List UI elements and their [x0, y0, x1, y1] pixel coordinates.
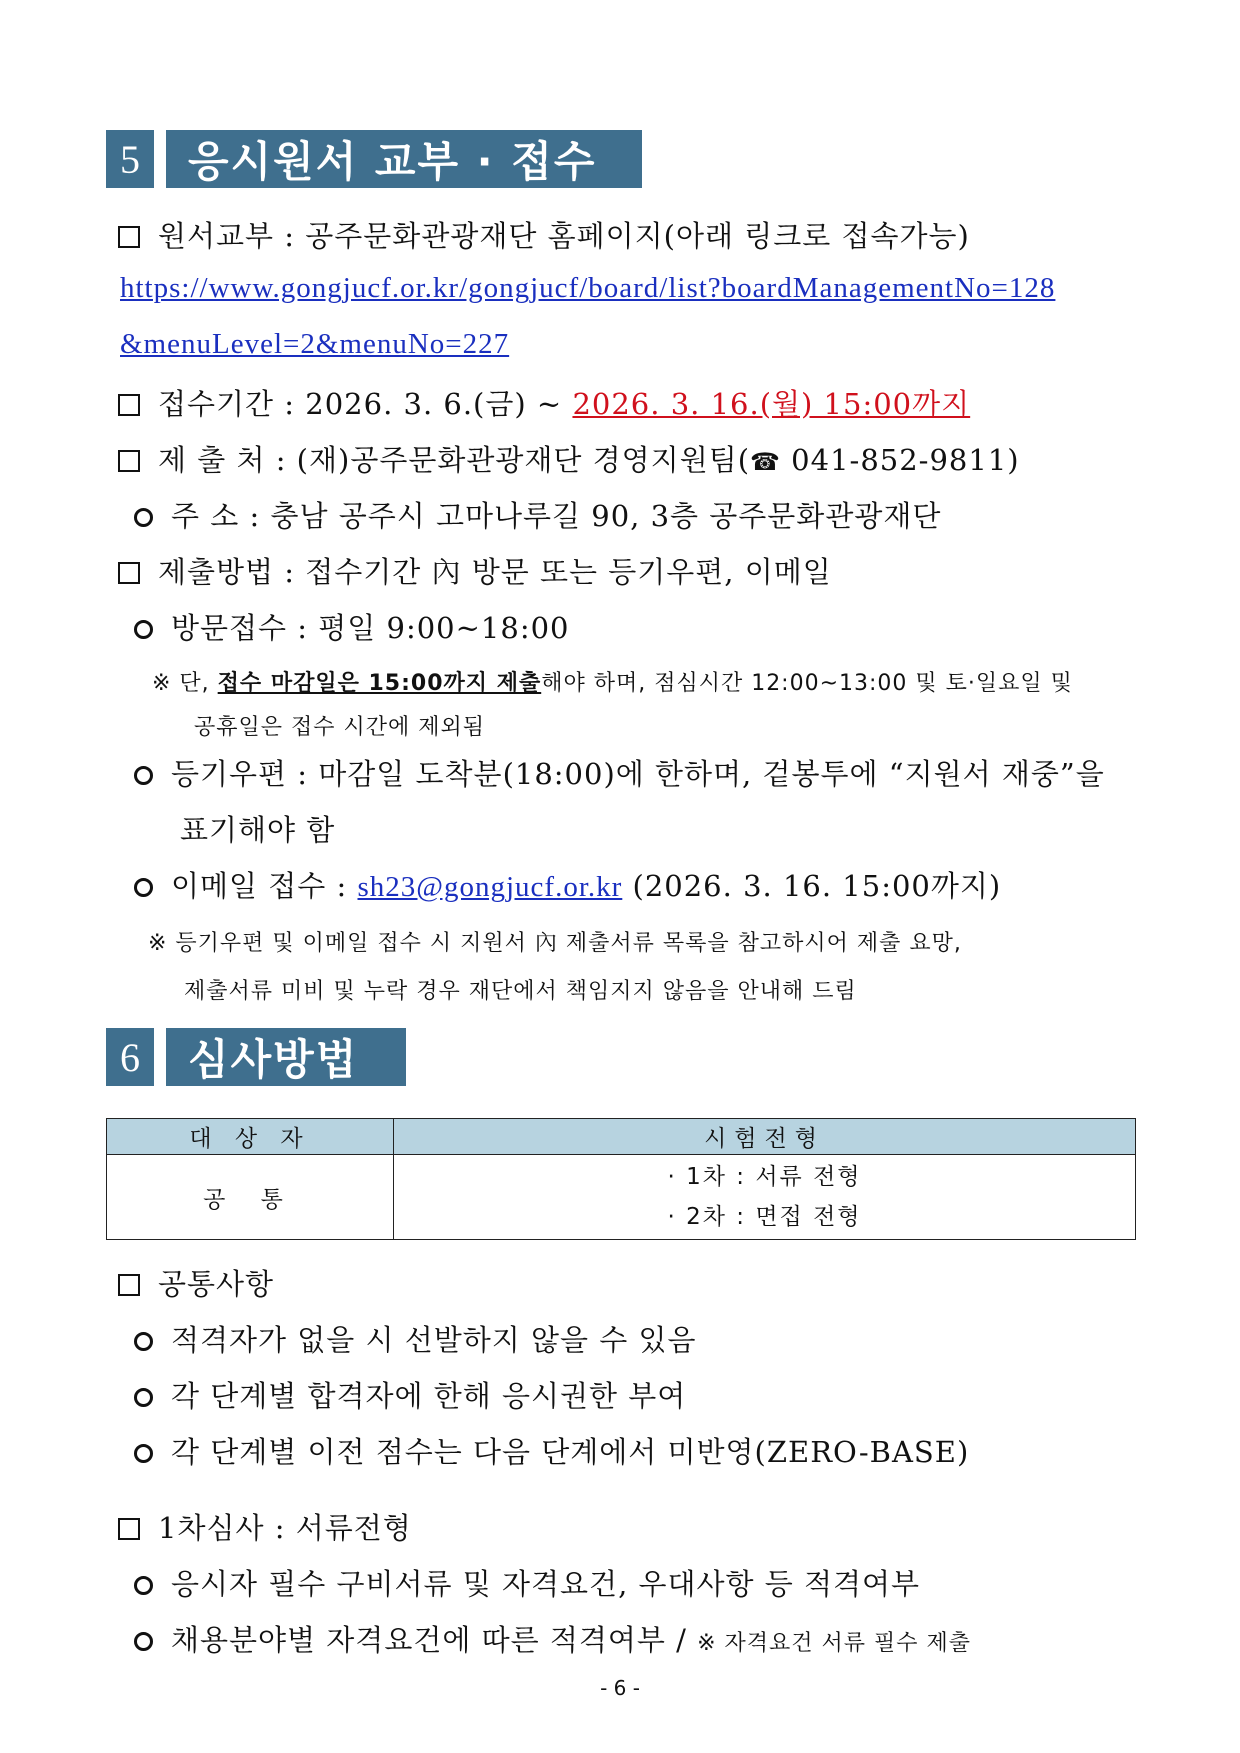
page-number: - 6 -: [600, 1676, 640, 1700]
first-item-1: [134, 1562, 920, 1603]
period-row: [118, 382, 970, 423]
checkbox-square-icon: [118, 226, 140, 248]
note1-prefix: ※ 단,: [152, 671, 218, 696]
first-item-2: [134, 1618, 971, 1659]
first-item-text: 채용분야별 자격요건에 따른 적격여부 /: [171, 1623, 698, 1657]
bullet-circle-icon: [134, 1576, 153, 1595]
checkbox-square-icon: [118, 450, 140, 472]
table-row: [107, 1155, 1136, 1240]
address-text: 주 소 : 충남 공주시 고마나루길 90, 3층 공주문화관광재단: [171, 499, 942, 533]
period-label: 접수기간 :: [158, 387, 306, 421]
homepage-link-line1[interactable]: [120, 270, 1055, 305]
note1-rest: 해야 하며, 점심시간 12:00~13:00 및 토·일요일 및: [541, 671, 1073, 696]
period-end: 2026. 3. 16.(월) 15:00까지: [572, 387, 971, 421]
email-label: 이메일 접수 :: [171, 869, 358, 903]
first-heading: 1차심사 : 서류전형: [158, 1511, 412, 1545]
note1-bold: 접수 마감일은 15:00까지 제출: [217, 671, 542, 696]
table-header-row: [107, 1119, 1136, 1155]
bullet-circle-icon: [134, 878, 153, 897]
stage-1: · 1차 : 서류 전형: [667, 1164, 862, 1190]
first-item-text: 응시자 필수 구비서류 및 자격요건, 우대사항 등 적격여부: [171, 1567, 921, 1601]
common-item-text: 각 단계별 합격자에 한해 응시권한 부여: [171, 1379, 687, 1413]
phone-number: 041-852-9811): [780, 443, 1020, 477]
section-number-5: 5: [106, 130, 154, 188]
bullet-circle-icon: [134, 766, 153, 785]
first-note: ※ 자격요건 서류 필수 제출: [697, 1631, 972, 1656]
stage-2: · 2차 : 면접 전형: [667, 1204, 862, 1230]
visit-row: [134, 606, 570, 647]
note2-line1: ※ 등기우편 및 이메일 접수 시 지원서 內 제출서류 목록을 참고하시어 제출 요망,: [148, 931, 962, 956]
mail-row-line2: 표기해야 함: [180, 813, 336, 847]
note1-line2: 공휴일은 접수 시간에 제외됨: [194, 715, 486, 740]
table-cell-target: 공 통: [107, 1155, 394, 1240]
checkbox-square-icon: [118, 562, 140, 584]
method-row: [118, 550, 832, 591]
checkbox-square-icon: [118, 1274, 140, 1296]
table-cell-stages: [394, 1155, 1136, 1240]
first-heading-row: [118, 1506, 412, 1547]
table-header-exam: 시험전형: [394, 1119, 1136, 1155]
common-item-text: 적격자가 없을 시 선발하지 않을 수 있음: [171, 1323, 697, 1357]
bullet-circle-icon: [134, 1388, 153, 1407]
period-start: 2026. 3. 6.(금) ~: [305, 387, 573, 421]
phone-icon: ☎: [750, 448, 781, 476]
common-heading-row: [118, 1262, 274, 1303]
bullet-circle-icon: [134, 1632, 153, 1651]
note2-line2: 제출서류 미비 및 누락 경우 재단에서 책임지지 않음을 안내해 드림: [184, 979, 857, 1004]
visit-text: 방문접수 : 평일 9:00~18:00: [171, 611, 570, 645]
submit-to-label: 제 출 처 : (재)공주문화관광재단 경영지원팀(: [158, 443, 751, 477]
issue-row: [118, 214, 970, 255]
common-item-2: [134, 1374, 686, 1415]
bullet-circle-icon: [134, 1332, 153, 1351]
email-deadline: (2026. 3. 16. 15:00까지): [622, 869, 1002, 903]
common-item-3: [134, 1430, 969, 1471]
bullet-circle-icon: [134, 1444, 153, 1463]
email-row: [134, 864, 1001, 905]
checkbox-square-icon: [118, 394, 140, 416]
mail-text: 등기우편 : 마감일 도착분(18:00)에 한하며, 겉봉투에 “지원서 재중”을: [171, 757, 1105, 791]
section-title-application: 응시원서 교부 · 접수: [166, 130, 642, 188]
issue-label: 원서교부 : 공주문화관광재단 홈페이지(아래 링크로 접속가능): [158, 219, 970, 253]
exam-table: [106, 1118, 1136, 1240]
address-row: [134, 494, 941, 535]
method-text: 제출방법 : 접수기간 內 방문 또는 등기우편, 이메일: [158, 555, 832, 589]
section-title-review: 심사방법: [166, 1028, 406, 1086]
email-link[interactable]: sh23@gongjucf.or.kr: [357, 871, 623, 903]
bullet-circle-icon: [134, 508, 153, 527]
common-heading: 공통사항: [158, 1267, 275, 1301]
submit-to-row: [118, 438, 1020, 479]
common-item-text: 각 단계별 이전 점수는 다음 단계에서 미반영(ZERO-BASE): [171, 1435, 970, 1469]
section-number-6: 6: [106, 1028, 154, 1086]
table-header-target: 대 상 자: [107, 1119, 394, 1155]
mail-row: [134, 752, 1105, 793]
homepage-link-cont[interactable]: &menuLevel=2&menuNo=227: [120, 328, 510, 360]
checkbox-square-icon: [118, 1518, 140, 1540]
note1-line1: [152, 666, 1073, 697]
common-item-1: [134, 1318, 697, 1359]
bullet-circle-icon: [134, 620, 153, 639]
homepage-link-line2[interactable]: [120, 326, 509, 361]
homepage-link[interactable]: https://www.gongjucf.or.kr/gongjucf/board/list?boardManagementNo=128: [120, 272, 1056, 304]
